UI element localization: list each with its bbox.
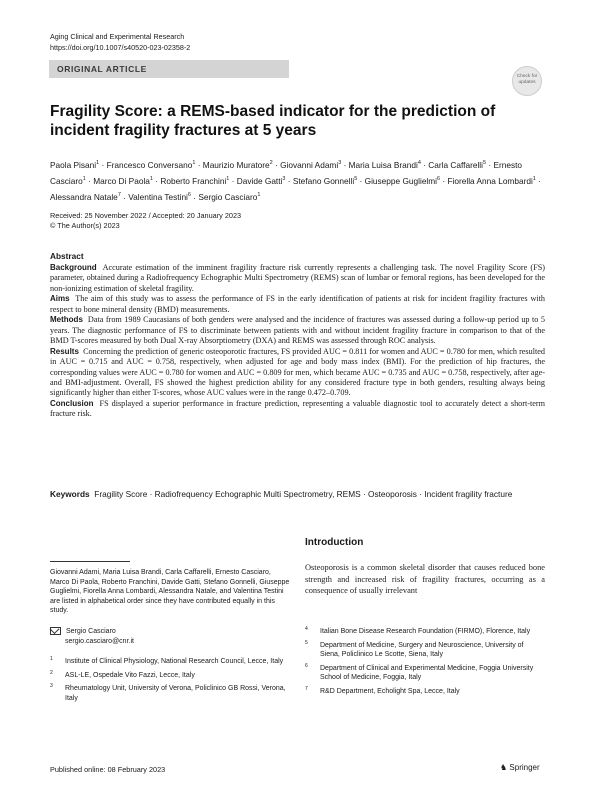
section-label: Conclusion xyxy=(50,398,94,408)
affiliation-number: 1 xyxy=(50,656,53,662)
affiliation-item xyxy=(305,687,545,697)
section-text: Data from 1989 Caucasians of both genders were analysed and the incidence of fractures was assessed during a follow-up period up to 5 years. The diagnostic performance of FS to discriminate between patients with and without incident fragility fracture in comparison to that of the BMD T-scores measured by both Dual X-ray Absorptiometry (DXA) and REMS was assessed through ROC analysis. xyxy=(50,315,545,346)
introduction-heading: Introduction xyxy=(305,537,364,548)
author-affiliation-number: 6 xyxy=(187,192,191,199)
journal-name: Aging Clinical and Experimental Research xyxy=(50,32,185,41)
article-title: Fragility Score: a REMS-based indicator for the prediction of incident fragility fractures at 5 years xyxy=(50,103,496,139)
abstract-results xyxy=(50,347,545,399)
section-label: Results xyxy=(50,346,79,356)
author-affiliation-number: 1 xyxy=(96,160,100,166)
keywords xyxy=(50,488,545,500)
affiliation-item xyxy=(50,671,290,681)
section-text: FS displayed a superior performance in fracture prediction, representing a valuable diagnostic tool to accurately detect a short-term fracture risk. xyxy=(50,398,545,419)
publisher-name: Springer xyxy=(509,763,540,772)
author-affiliation-number: 1 xyxy=(226,176,230,183)
check-updates-line2: updates xyxy=(518,80,536,85)
abstract-methods xyxy=(50,315,545,346)
affiliation-text: ASL-LE, Ospedale Vito Fazzi, Lecce, Italy xyxy=(65,671,195,679)
affiliation-item xyxy=(305,641,545,660)
author-name[interactable]: Paola Pisani$^1$ xyxy=(50,159,100,170)
article-type-banner: ORIGINAL ARTICLE xyxy=(49,60,289,78)
affiliation-number: 2 xyxy=(50,669,53,676)
keywords-text: Fragility Score · Radiofrequency Echographic Multi Spectrometry, REMS · Osteoporosis · Incident fragility fracture xyxy=(94,489,513,499)
abstract-aims xyxy=(50,294,545,315)
abstract-body xyxy=(50,263,545,420)
abstract-heading: Abstract xyxy=(50,251,84,261)
author-name[interactable]: Ernesto Casciaro$^1$ xyxy=(50,159,523,187)
author-name[interactable]: Francesco Conversano$^1$ xyxy=(106,159,196,170)
affiliation-number: 4 xyxy=(305,626,308,632)
affiliation-number: 7 xyxy=(305,685,308,692)
correspondence-author xyxy=(50,627,290,637)
author-affiliation-number: 3 xyxy=(338,160,342,166)
affiliation-text: R&D Department, Echolight Spa, Lecce, Italy xyxy=(320,687,460,695)
published-online: Published online: 08 February 2023 xyxy=(50,765,166,774)
author-name[interactable]: Fiorella Anna Lombardi$^1$ xyxy=(447,176,536,187)
section-text: Accurate estimation of the imminent fragility fracture risk currently represents a challenging task. The novel Fragility Score (FS) parameter, obtained during a Radiofrequency Echographic Multi Spectrometry (REMS) scan of lumbar or femoral regions, has been developed for the non-ionizing estimation of skeletal fragility. xyxy=(50,263,545,293)
affiliation-item xyxy=(305,627,545,637)
introduction-text: Osteoporosis is a common skeletal disorder that causes reduced bone strength and increased risk of fragility fractures, occurring as a consequence of usually irrelevant xyxy=(305,563,545,595)
affiliation-text: Department of Medicine, Surgery and Neuroscience, University of Siena, Policlinico Le Scotte, Siena, Italy xyxy=(320,641,524,659)
affiliations-left xyxy=(50,657,290,707)
correspondence-block xyxy=(50,627,290,646)
affiliation-text: Institute of Clinical Physiology, National Research Council, Lecce, Italy xyxy=(65,658,284,665)
affiliation-text: Department of Clinical and Experimental Medicine, Foggia University School of Medicine, Foggia, Italy xyxy=(320,664,534,682)
author-affiliation-number: 2 xyxy=(269,160,273,166)
abstract-conclusion xyxy=(50,399,545,420)
author-name[interactable]: Marco Di Paola$^1$ xyxy=(93,176,153,187)
affiliation-text: Rheumatology Unit, University of Verona, Policlinico GB Rossi, Verona, Italy xyxy=(65,685,286,702)
section-text: The aim of this study was to assess the performance of FS in the early identification of patients at risk for incident fragility fractures with respect to bone mineral density (BMD) measurements. xyxy=(50,294,545,314)
article-dates xyxy=(50,211,241,230)
abstract-background xyxy=(50,263,545,294)
author-affiliation-number: 4 xyxy=(417,160,421,166)
check-for-updates-badge[interactable] xyxy=(512,66,542,96)
author-name[interactable]: Valentina Testini$^6$ xyxy=(128,192,191,203)
author-affiliation-number: 1 xyxy=(149,176,153,183)
author-name[interactable]: Giovanni Adami$^3$ xyxy=(280,159,342,170)
author-affiliation-number: 7 xyxy=(117,192,121,199)
affiliation-text: Italian Bone Disease Research Foundation (FIRMO), Florence, Italy xyxy=(320,628,531,635)
equal-contribution-note: Giovanni Adami, Maria Luisa Brandi, Carla Caffarelli, Ernesto Casciaro, Marco Di Paola, Roberto Franchini, Davide Gatti, Stefano Gonnelli, Giuseppe Guglielmi, Fiorella Anna Lombardi, Alessandra Natale, and Valentina Testini are listed in alphabetical order since they have contributed equally in this study. xyxy=(50,569,290,615)
affiliation-number: 5 xyxy=(305,639,308,646)
author-affiliation-number: 5 xyxy=(483,160,487,166)
author-affiliation-number: 1 xyxy=(82,176,86,183)
author-affiliation-number: 6 xyxy=(437,176,441,183)
author-affiliation-number: 1 xyxy=(532,176,536,183)
affiliation-item xyxy=(305,664,545,683)
author-name[interactable]: Maria Luisa Brandi$^4$ xyxy=(348,159,421,170)
publisher-logo xyxy=(500,763,540,772)
affiliation-item xyxy=(50,684,290,703)
keywords-label: Keywords xyxy=(50,489,90,499)
section-label: Background xyxy=(50,263,97,272)
section-label: Aims xyxy=(50,294,70,304)
author-name[interactable]: Giuseppe Guglielmi$^6$ xyxy=(364,176,441,187)
doi-link[interactable]: https://doi.org/10.1007/s40520-023-02358-2 xyxy=(50,43,191,52)
footnote-divider xyxy=(50,561,130,562)
author-affiliation-number: 5 xyxy=(354,176,358,183)
affiliation-item xyxy=(50,657,290,667)
author-affiliation-number: 1 xyxy=(257,192,261,199)
received-accepted: Received: 25 November 2022 / Accepted: 20 January 2023 xyxy=(50,211,242,220)
author-name[interactable]: Alessandra Natale$^7$ xyxy=(50,192,121,203)
envelope-icon xyxy=(50,627,61,635)
affiliations-right xyxy=(305,627,545,701)
check-updates-line1: Check for xyxy=(516,74,538,79)
section-text: Concerning the prediction of generic osteoporotic fractures, FS provided AUC = 0.811 for women and AUC = 0.780 for men, which resulted in AUC = 0.715 and AUC = 0.758, respectively, when adjusted for age and body mass index (BMI). For the prediction of hip fractures, the corresponding values were AUC = 0.780 for women and AUC = 0.809 for men, which became AUC = 0.735 and AUC = 0.758, respectively, after age- and BMI-adjustment. Overall, FS showed the highest prediction ability for any considered fracture type in both genders, resulting always being significantly higher than either T-scores, whose AUC values were in the range 0.472–0.709. xyxy=(50,346,545,398)
author-affiliation-number: 3 xyxy=(282,176,286,183)
author-list: Paola Pisani$^1$ · Francesco Conversano$^1$ · Maurizio Muratore$^2$ · Giovanni Adami$^3$ · Maria Luisa Brandi$^4$ · Carla Caffarelli$^5$ · Ernesto Casciaro$^1$ · Marco Di Paola$^1$ · Roberto Franchini$^1$ · Davide Gatti$^3$ · Stefano Gonnelli$^5$ · Giuseppe Guglielmi$^6$ · Fiorella Anna Lombardi$^1$ · Alessandra Natale$^7$ · Valentina Testini$^6$ · Sergio Casciaro$^1$ xyxy=(50,159,541,203)
author-name[interactable]: Maurizio Muratore$^2$ xyxy=(202,159,273,170)
author-name[interactable]: Stefano Gonnelli$^5$ xyxy=(292,176,358,187)
affiliation-number: 6 xyxy=(305,662,308,669)
affiliation-number: 3 xyxy=(50,683,53,690)
author-name[interactable]: Sergio Casciaro$^1$ xyxy=(198,192,261,203)
copyright: © The Author(s) 2023 xyxy=(50,220,120,230)
author-affiliation-number: 1 xyxy=(192,160,196,166)
author-name[interactable]: Roberto Franchini$^1$ xyxy=(160,176,230,187)
section-label: Methods xyxy=(50,315,83,325)
author-name[interactable]: Davide Gatti$^3$ xyxy=(236,176,286,187)
author-name[interactable]: Carla Caffarelli$^5$ xyxy=(428,159,487,170)
correspondence-email[interactable]: sergio.casciaro@cnr.it xyxy=(65,637,134,645)
correspondence-name: Sergio Casciaro xyxy=(66,628,116,635)
journal-header xyxy=(50,31,190,53)
springer-horse-icon: ♞ xyxy=(500,763,508,772)
